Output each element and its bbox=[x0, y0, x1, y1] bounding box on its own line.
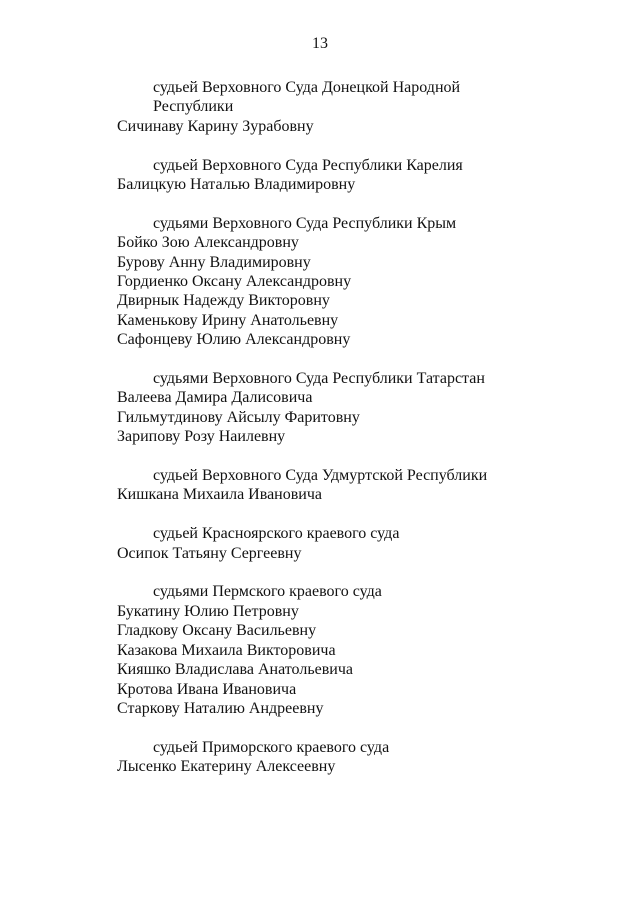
court-section bbox=[117, 582, 517, 718]
court-section bbox=[117, 738, 517, 777]
judge-name: Кротова Ивана Ивановича bbox=[117, 680, 297, 698]
judge-name: Старкову Наталию Андреевну bbox=[117, 699, 324, 717]
court-heading-line: судьей Верховного Суда Удмуртской Республики bbox=[153, 467, 488, 485]
page-number: 13 bbox=[312, 35, 328, 52]
judge-name: Сафонцеву Юлию Александровну bbox=[117, 331, 351, 349]
court-heading-line: Республики bbox=[153, 98, 234, 116]
court-section bbox=[117, 524, 517, 563]
court-heading-line: судьями Верховного Суда Республики Татарстан bbox=[153, 370, 485, 388]
judge-name: Кияшко Владислава Анатольевича bbox=[117, 661, 353, 679]
court-heading-line: судьей Красноярского краевого суда bbox=[153, 525, 400, 543]
appointments-list bbox=[117, 78, 517, 796]
court-section bbox=[117, 214, 517, 350]
court-section bbox=[117, 156, 517, 195]
judge-name: Бойко Зою Александровну bbox=[117, 234, 299, 252]
court-section bbox=[117, 78, 517, 136]
court-heading-line: судьей Верховного Суда Республики Карелия bbox=[153, 156, 463, 174]
judge-name: Осипок Татьяну Сергеевну bbox=[117, 544, 302, 562]
court-section bbox=[117, 369, 517, 447]
judge-name: Балицкую Наталью Владимировну bbox=[117, 176, 356, 194]
judge-name: Двирнык Надежду Викторовну bbox=[117, 292, 330, 310]
judge-name: Зарипову Розу Наилевну bbox=[117, 428, 286, 446]
judge-name: Казакова Михаила Викторовича bbox=[117, 641, 336, 659]
judge-name: Кишкана Михаила Ивановича bbox=[117, 486, 323, 504]
judge-name: Гильмутдинову Айсылу Фаритовну bbox=[117, 408, 360, 426]
court-heading-line: судьями Верховного Суда Республики Крым bbox=[153, 214, 457, 232]
court-heading-line: судьями Пермского краевого суда bbox=[153, 583, 382, 601]
judge-name: Бурову Анну Владимировну bbox=[117, 253, 311, 271]
court-section bbox=[117, 466, 517, 505]
judge-name: Гордиенко Оксану Александровну bbox=[117, 273, 352, 291]
judge-name: Лысенко Екатерину Алексеевну bbox=[117, 758, 336, 776]
court-heading-line: судьей Приморского краевого суда bbox=[153, 738, 390, 756]
court-heading-line: судьей Верховного Суда Донецкой Народной bbox=[153, 79, 461, 96]
judge-name: Сичинаву Карину Зурабовну bbox=[117, 117, 314, 135]
judge-name: Букатину Юлию Петровну bbox=[117, 602, 299, 620]
judge-name: Каменькову Ирину Анатольевну bbox=[117, 311, 339, 329]
judge-name: Валеева Дамира Далисовича bbox=[117, 389, 313, 407]
judge-name: Гладкову Оксану Васильевну bbox=[117, 622, 317, 640]
